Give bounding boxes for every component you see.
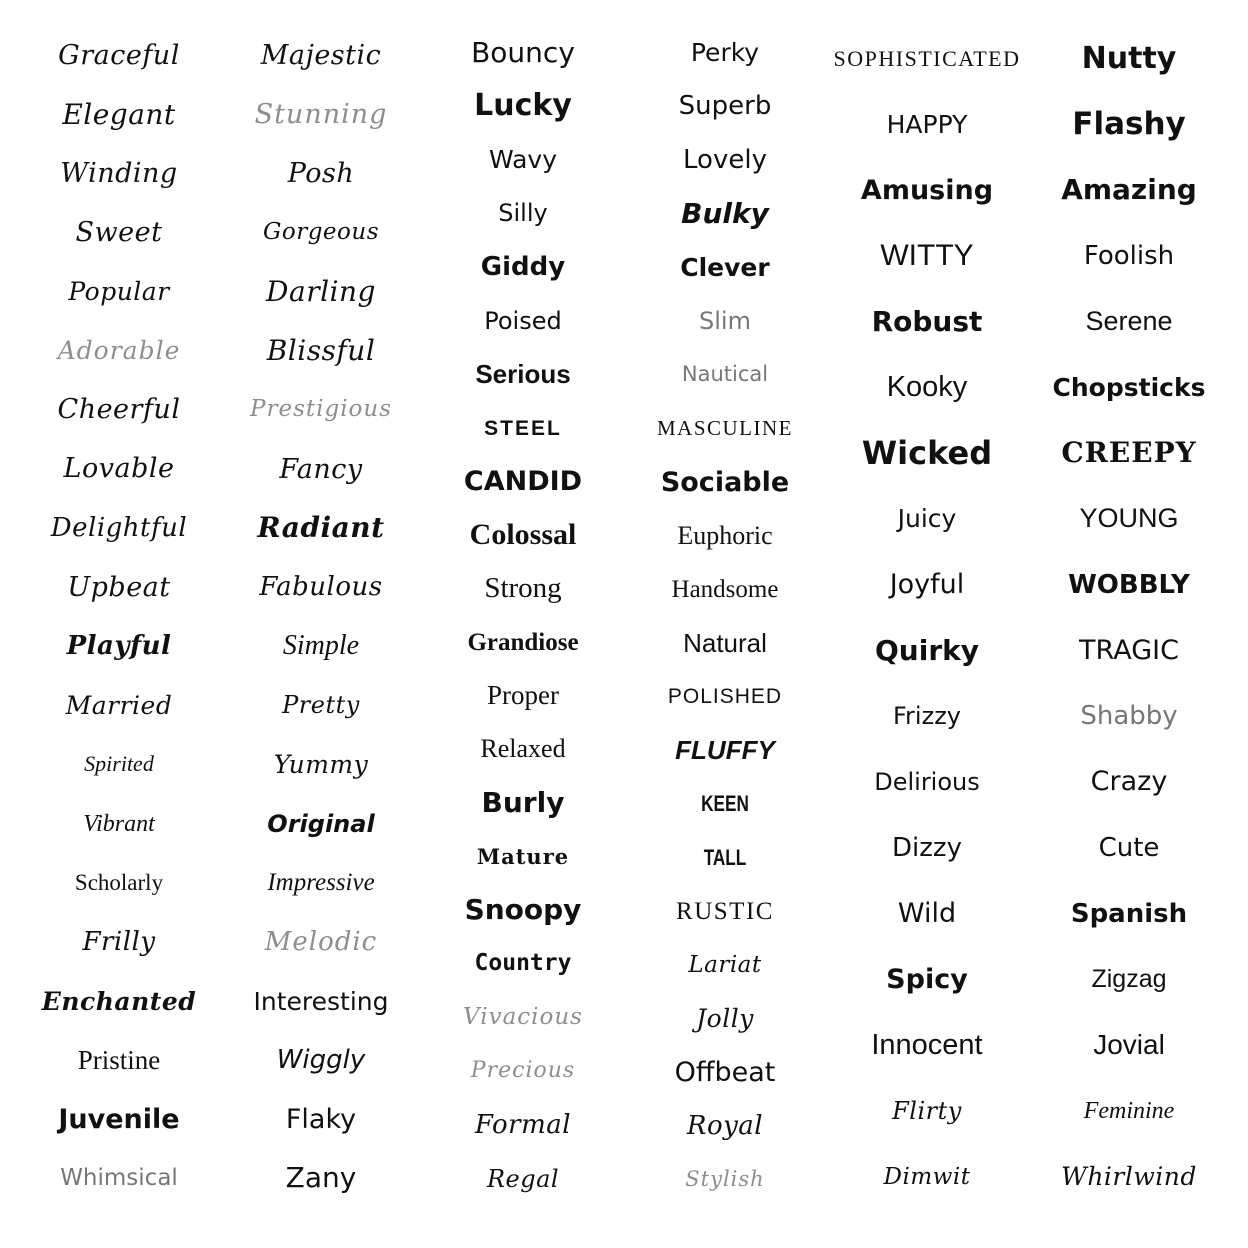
specimen-word: Flirty: [892, 1097, 962, 1126]
specimen-word: Stylish: [685, 1167, 765, 1192]
specimen-word: HAPPY: [886, 110, 968, 140]
specimen-word: Whimsical: [60, 1164, 178, 1191]
specimen-word: Burly: [481, 785, 565, 819]
specimen-word: Lariat: [688, 951, 762, 978]
specimen-word: Innocent: [871, 1028, 983, 1061]
specimen-word: Interesting: [253, 986, 389, 1016]
specimen-word: Formal: [474, 1109, 572, 1140]
specimen-word: CREEPY: [1061, 436, 1197, 470]
specimen-word: Clever: [680, 252, 770, 282]
specimen-word: Graceful: [58, 40, 180, 72]
column-6-quirky: [1028, 26, 1230, 1210]
specimen-word: Fabulous: [259, 572, 383, 603]
specimen-word: Euphoric: [677, 520, 773, 550]
specimen-word: Bouncy: [471, 35, 575, 69]
specimen-word: Yummy: [273, 749, 369, 779]
specimen-word: SOPHISTICATED: [833, 46, 1021, 71]
specimen-word: Vivacious: [463, 1004, 583, 1031]
specimen-word: Enchanted: [41, 986, 197, 1016]
specimen-word: Nautical: [681, 362, 769, 387]
specimen-word: Original: [267, 809, 375, 838]
specimen-word: Zigzag: [1091, 964, 1167, 993]
specimen-word: Proper: [487, 680, 559, 711]
specimen-word: Winding: [60, 158, 178, 190]
specimen-word: Wavy: [488, 145, 558, 175]
specimen-word: Sweet: [75, 217, 163, 249]
specimen-word: Playful: [66, 631, 172, 662]
specimen-word: Juvenile: [58, 1103, 180, 1135]
specimen-word: FLUFFY: [675, 735, 775, 766]
specimen-word: Prestigious: [249, 396, 393, 423]
column-5-casual: [826, 26, 1028, 1210]
specimen-word: Strong: [484, 572, 562, 605]
specimen-word: Vibrant: [83, 810, 155, 837]
column-1-scripts: [18, 26, 220, 1208]
specimen-word: Serene: [1085, 306, 1173, 337]
specimen-word: Delirious: [874, 768, 980, 797]
specimen-word: Wiggly: [276, 1045, 366, 1076]
specimen-word: Natural: [683, 627, 767, 658]
specimen-word: POLISHED: [667, 685, 783, 709]
specimen-word: Offbeat: [674, 1057, 776, 1089]
specimen-word: Amusing: [860, 175, 994, 207]
column-2-scripts: [220, 26, 422, 1208]
specimen-word: Lovable: [63, 453, 175, 485]
specimen-word: Married: [65, 690, 173, 720]
specimen-word: Colossal: [469, 518, 577, 552]
specimen-word: Whirlwind: [1061, 1162, 1197, 1192]
specimen-word: YOUNG: [1079, 503, 1179, 534]
specimen-word: Delightful: [50, 512, 188, 543]
specimen-word: Jolly: [696, 1004, 754, 1034]
specimen-word: Spicy: [886, 964, 968, 996]
specimen-word: KEEN: [701, 791, 749, 817]
specimen-word: Quirky: [874, 633, 979, 667]
specimen-word: Popular: [68, 277, 170, 307]
specimen-word: Crazy: [1090, 766, 1168, 798]
specimen-word: Darling: [266, 274, 376, 308]
specimen-word: Silly: [498, 199, 548, 228]
specimen-word: Melodic: [264, 926, 378, 957]
specimen-word: Lovely: [683, 145, 767, 176]
specimen-word: Wild: [897, 898, 957, 930]
specimen-word: Flaky: [285, 1103, 357, 1135]
specimen-word: Posh: [287, 158, 355, 190]
specimen-word: Spirited: [84, 751, 154, 777]
specimen-word: Simple: [282, 630, 360, 662]
specimen-word: Frilly: [82, 927, 156, 958]
specimen-word: Pristine: [77, 1044, 161, 1075]
specimen-word: Majestic: [260, 40, 382, 72]
column-3-display: [422, 26, 624, 1205]
specimen-word: Feminine: [1083, 1097, 1175, 1124]
specimen-word: RUSTIC: [676, 898, 774, 926]
specimen-word: Wicked: [861, 434, 993, 473]
specimen-word: Handsome: [671, 575, 779, 603]
specimen-word: Scholarly: [74, 870, 164, 896]
specimen-word: Upbeat: [67, 571, 171, 603]
specimen-word: Frizzy: [893, 702, 961, 731]
specimen-word: Grandiose: [467, 628, 579, 656]
specimen-word: Lucky: [474, 88, 572, 124]
specimen-word: Superb: [678, 91, 772, 122]
specimen-word: Elegant: [62, 97, 176, 131]
specimen-word: Joyful: [889, 569, 965, 601]
specimen-word: Mature: [476, 843, 570, 869]
specimen-word: Robust: [871, 305, 983, 339]
specimen-word: Radiant: [257, 511, 385, 545]
specimen-word: Jovial: [1093, 1029, 1165, 1061]
specimen-word: Foolish: [1083, 240, 1175, 271]
specimen-word: CANDID: [463, 466, 583, 498]
specimen-word: Cheerful: [57, 394, 181, 426]
specimen-word: Chopsticks: [1052, 372, 1206, 402]
specimen-word: Blissful: [266, 333, 376, 367]
specimen-word: Dizzy: [892, 833, 962, 864]
specimen-word: Slim: [699, 306, 751, 335]
specimen-word: Cute: [1098, 832, 1160, 863]
specimen-word: Royal: [686, 1111, 764, 1142]
specimen-word: Shabby: [1080, 701, 1178, 732]
specimen-word: Juicy: [897, 504, 957, 534]
specimen-word: Giddy: [480, 252, 566, 283]
specimen-word: Nutty: [1081, 40, 1177, 76]
specimen-word: WITTY: [880, 239, 974, 273]
specimen-word: Adorable: [57, 336, 181, 366]
specimen-word: Spanish: [1070, 898, 1188, 929]
specimen-word: Dimwit: [883, 1163, 971, 1190]
specimen-word: Snoopy: [464, 893, 582, 927]
specimen-word: Stunning: [254, 99, 388, 131]
specimen-word: Serious: [475, 359, 571, 390]
specimen-word: Sociable: [660, 466, 790, 498]
specimen-word: Amazing: [1061, 172, 1197, 206]
specimen-word: Bulky: [681, 196, 769, 230]
specimen-word: Relaxed: [480, 734, 566, 764]
specimen-word: Kooky: [886, 371, 968, 404]
specimen-word: Fancy: [279, 453, 363, 485]
specimen-word: Flashy: [1072, 105, 1186, 142]
specimen-word: WOBBLY: [1068, 569, 1190, 600]
specimen-word: Country: [474, 950, 572, 977]
specimen-word: Regal: [486, 1164, 560, 1193]
specimen-word: Perky: [690, 38, 760, 68]
specimen-word: Poised: [484, 306, 562, 335]
specimen-word: TALL: [703, 844, 747, 870]
specimen-word: Impressive: [267, 869, 375, 897]
specimen-word: STEEL: [484, 416, 562, 440]
specimen-word: TRAGIC: [1079, 634, 1179, 666]
column-4-display: [624, 26, 826, 1207]
specimen-word: Zany: [285, 1161, 357, 1195]
specimen-word: Gorgeous: [262, 219, 379, 246]
specimen-word: MASCULINE: [656, 415, 793, 440]
specimen-word: Precious: [470, 1058, 576, 1084]
specimen-word: Pretty: [282, 691, 360, 720]
